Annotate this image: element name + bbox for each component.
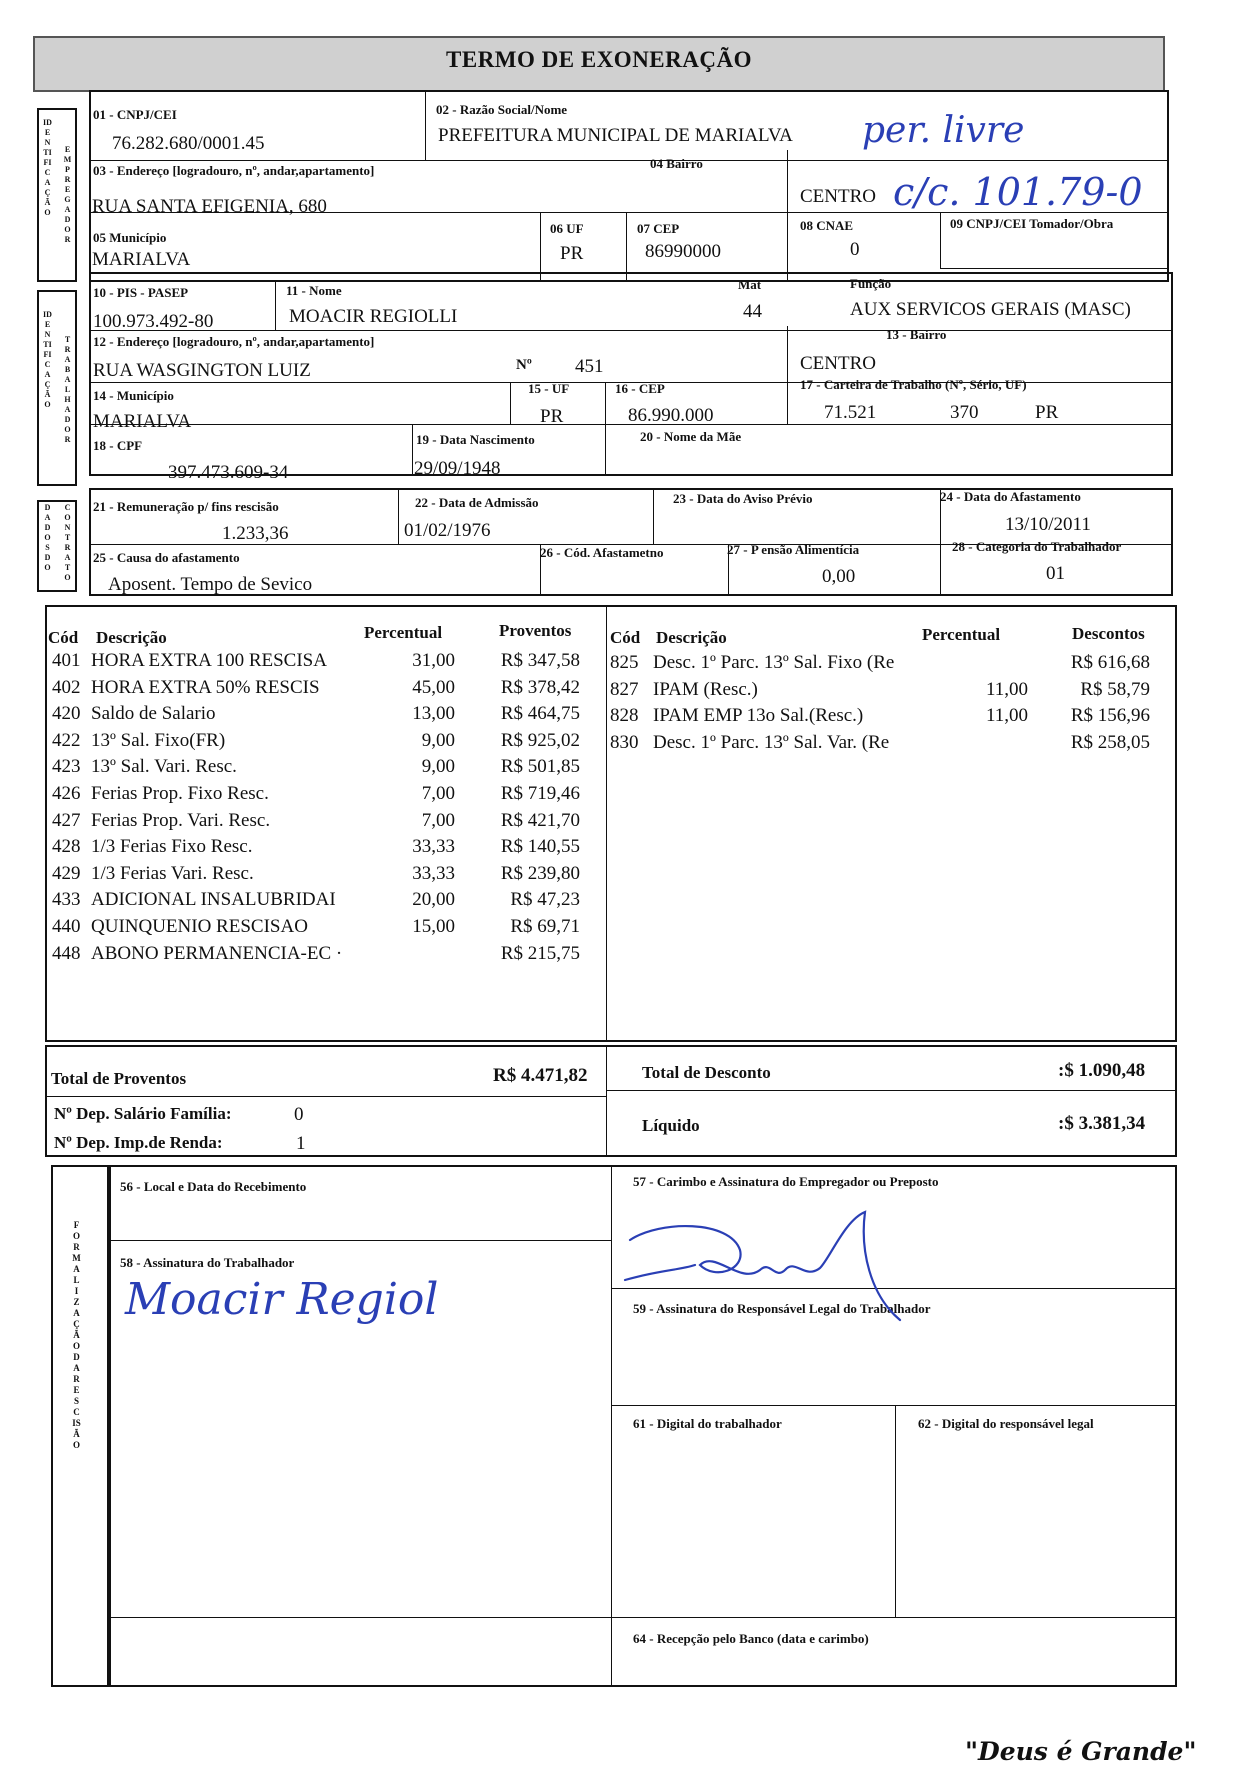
employer-municipio-value: MARIALVA — [92, 249, 191, 270]
pensao-value: 0,00 — [822, 566, 856, 587]
ctps-uf-value: PR — [1035, 402, 1059, 423]
ctps-serie-value: 370 — [950, 402, 979, 423]
provento-row-valor: R$ 501,85 — [500, 756, 580, 778]
descontos-header-desc: Descrição — [656, 628, 727, 647]
nome-label: 11 - Nome — [286, 283, 342, 298]
desconto-row-desc: Desc. 1º Parc. 13º Sal. Var. (Re — [653, 731, 890, 753]
provento-row-valor: R$ 464,75 — [500, 703, 580, 725]
provento-row-perc: 7,00 — [421, 809, 455, 831]
worker-municipio-label: 14 - Município — [93, 388, 174, 403]
provento-row-cod: 427 — [52, 809, 81, 831]
title-bar — [33, 36, 1165, 92]
cpf-value: 397.473.609-34 — [168, 462, 289, 483]
provento-row-perc: 31,00 — [412, 650, 455, 671]
provento-row-perc: 15,00 — [412, 916, 455, 937]
carimbo-label: 57 - Carimbo e Assinatura do Empregador ou Preposto — [633, 1174, 939, 1189]
ctps-label: 17 - Carteira de Trabalho (Nº, Sério, UF) — [800, 377, 1027, 392]
worker-uf-label: 15 - UF — [528, 381, 570, 396]
desconto-row-desc: IPAM (Resc.) — [653, 678, 758, 700]
side-label-identificacao-1: IDENTIFICAÇÃO — [43, 118, 52, 217]
provento-row-cod: 426 — [52, 783, 81, 804]
provento-row-cod: 423 — [52, 756, 81, 778]
provento-row-cod: 433 — [52, 889, 81, 911]
numero-label: Nº — [516, 357, 532, 373]
imp-renda-value: 1 — [296, 1133, 306, 1154]
provento-row-desc: Saldo de Salario — [91, 703, 216, 725]
worker-endereco-label: 12 - Endereço [logradouro, nº, andar,apartamento] — [93, 334, 375, 349]
categoria-label: 28 - Categoria do Trabalhador — [952, 539, 1122, 554]
nome-value: MOACIR REGIOLLI — [289, 306, 458, 327]
side-label-formalizacao: FORMALIZAÇÃO DA RESCISÃO — [72, 1220, 81, 1450]
desconto-row-valor: R$ 616,68 — [1070, 652, 1150, 673]
side-label-trabalhador: TRABALHADOR — [64, 335, 71, 444]
causa-value: Aposent. Tempo de Sevico — [108, 574, 313, 595]
liquido-label: Líquido — [642, 1116, 700, 1135]
numero-value: 451 — [575, 356, 604, 377]
cod-afast-label: 26 - Cód. Afastametno — [540, 545, 664, 560]
admissao-label: 22 - Data de Admissão — [415, 495, 539, 510]
worker-bairro-value: CENTRO — [800, 353, 876, 374]
assinatura-trabalhador-label: 58 - Assinatura do Trabalhador — [120, 1255, 295, 1270]
pis-label: 10 - PIS - PASEP — [93, 285, 189, 300]
provento-row-valor: R$ 347,58 — [500, 650, 580, 671]
proventos-header-desc: Descrição — [96, 628, 167, 647]
employer-uf-value: PR — [560, 243, 584, 264]
tomador-label: 09 CNPJ/CEI Tomador/Obra — [950, 216, 1114, 231]
afastamento-label: 24 - Data do Afastamento — [940, 489, 1081, 504]
provento-row-cod: 402 — [52, 676, 81, 698]
worker-uf-value: PR — [540, 406, 564, 427]
desconto-row-cod: 830 — [610, 731, 639, 753]
descontos-header-valor: Descontos — [1072, 624, 1145, 643]
nascimento-label: 19 - Data Nascimento — [416, 432, 535, 447]
side-label-empregador: EMPREGADOR — [63, 145, 72, 244]
provento-row-valor: R$ 140,55 — [500, 836, 580, 858]
mae-label: 20 - Nome da Mãe — [640, 429, 742, 444]
provento-row-desc: 1/3 Ferias Vari. Resc. — [91, 862, 254, 884]
provento-row-valor: R$ 925,02 — [500, 729, 580, 751]
provento-row-perc: 9,00 — [421, 729, 455, 751]
provento-row-cod: 440 — [52, 916, 81, 937]
footer-motto: "Deus é Grande" — [965, 1737, 1197, 1766]
side-label-identificacao-2: IDENTIFICAÇÃO — [43, 310, 52, 409]
provento-row-valor: R$ 239,80 — [500, 862, 580, 884]
provento-row-cod: 429 — [52, 862, 81, 884]
provento-row-cod: 428 — [52, 836, 81, 858]
provento-row-desc: HORA EXTRA 50% RESCIS — [91, 676, 320, 698]
cpf-label: 18 - CPF — [93, 438, 143, 453]
employer-cep-label: 07 CEP — [637, 221, 680, 236]
employer-endereco-value: RUA SANTA EFIGENIA, 680 — [92, 196, 327, 217]
total-proventos-label: Total de Proventos — [51, 1069, 187, 1088]
handwritten-note-1: per. livre — [862, 110, 1025, 151]
provento-row-perc: 20,00 — [412, 889, 455, 911]
imp-renda-label: Nº Dep. Imp.de Renda: — [54, 1133, 223, 1152]
descontos-header-perc: Percentual — [922, 625, 1001, 644]
provento-row-perc: 45,00 — [412, 676, 455, 698]
provento-row-perc: 13,00 — [412, 703, 455, 725]
cnae-value: 0 — [850, 239, 860, 260]
provento-row-valor: R$ 421,70 — [500, 809, 580, 831]
provento-row-desc: QUINQUENIO RESCISAO — [91, 916, 308, 937]
descontos-header-cod: Cód — [610, 628, 641, 647]
remuneracao-label: 21 - Remuneração p/ fins rescisão — [93, 499, 279, 514]
desconto-row-valor: R$ 58,79 — [1080, 678, 1150, 700]
total-desconto-value: :$ 1.090,48 — [1058, 1060, 1146, 1081]
desconto-row-desc: IPAM EMP 13o Sal.(Resc.) — [653, 705, 864, 727]
funcao-label: Função — [850, 276, 892, 291]
assinatura-responsavel-label: 59 - Assinatura do Responsável Legal do Trabalhador — [633, 1301, 931, 1316]
remuneracao-value: 1.233,36 — [222, 523, 289, 544]
provento-row-desc: ABONO PERMANENCIA-EC · — [91, 942, 343, 964]
total-proventos-value: R$ 4.471,82 — [493, 1065, 588, 1086]
proventos-header-perc: Percentual — [364, 623, 443, 642]
employer-bairro-label: 04 Bairro — [650, 156, 703, 171]
worker-municipio-value: MARIALVA — [93, 411, 192, 432]
desconto-row-perc: 11,00 — [985, 678, 1028, 700]
desconto-row-cod: 828 — [610, 705, 639, 727]
worker-cep-value: 86.990.000 — [628, 405, 714, 426]
provento-row-perc: 33,33 — [412, 862, 455, 884]
provento-row-desc: 1/3 Ferias Fixo Resc. — [91, 836, 253, 858]
employer-municipio-label: 05 Município — [93, 230, 167, 245]
provento-row-desc: HORA EXTRA 100 RESCISA — [91, 650, 327, 671]
employer-signature-graphic — [620, 1210, 940, 1320]
mat-label: Mat — [738, 277, 762, 292]
provento-row-perc: 9,00 — [421, 756, 455, 778]
document-title: TERMO DE EXONERAÇÃO — [446, 47, 752, 72]
desconto-row-cod: 827 — [610, 678, 639, 700]
pensao-label: 27 - P ensão Alimentícia — [727, 542, 860, 557]
cnae-label: 08 CNAE — [800, 218, 854, 233]
provento-row-perc: 7,00 — [421, 783, 455, 804]
provento-row-desc: 13º Sal. Vari. Resc. — [91, 756, 237, 778]
sal-familia-value: 0 — [294, 1104, 304, 1125]
provento-row-valor: R$ 215,75 — [500, 942, 580, 964]
cnpj-value: 76.282.680/0001.45 — [112, 133, 265, 154]
provento-row-desc: Ferias Prop. Fixo Resc. — [91, 783, 269, 804]
worker-cep-label: 16 - CEP — [615, 381, 665, 396]
digital-responsavel-label: 62 - Digital do responsável legal — [918, 1416, 1094, 1431]
provento-row-cod: 420 — [52, 703, 81, 725]
total-desconto-label: Total de Desconto — [642, 1063, 771, 1082]
ctps-numero-value: 71.521 — [824, 402, 877, 423]
provento-row-desc: ADICIONAL INSALUBRIDAI — [91, 889, 336, 911]
banco-label: 64 - Recepção pelo Banco (data e carimbo) — [633, 1631, 869, 1646]
local-data-label: 56 - Local e Data do Recebimento — [120, 1179, 307, 1194]
provento-row-perc: 33,33 — [412, 836, 455, 858]
employer-cep-value: 86990000 — [645, 241, 721, 262]
proventos-header-cod: Cód — [48, 628, 79, 647]
side-label-dados-do: DADOS DO — [44, 503, 51, 572]
worker-endereco-value: RUA WASGINGTON LUIZ — [93, 360, 311, 381]
sal-familia-label: Nº Dep. Salário Família: — [54, 1104, 232, 1123]
razao-value: PREFEITURA MUNICIPAL DE MARIALVA — [438, 125, 793, 146]
worker-signature: Moacir Regiol — [125, 1274, 439, 1325]
provento-row-valor: R$ 69,71 — [510, 916, 580, 937]
worker-bairro-label: 13 - Bairro — [886, 327, 947, 342]
side-label-contrato: CONTRATO — [64, 503, 71, 582]
employer-uf-label: 06 UF — [550, 221, 584, 236]
employer-endereco-label: 03 - Endereço [logradouro, nº, andar,apartamento] — [93, 163, 375, 178]
causa-label: 25 - Causa do afastamento — [93, 550, 240, 565]
desconto-row-valor: R$ 258,05 — [1070, 731, 1150, 753]
aviso-label: 23 - Data do Aviso Prévio — [673, 491, 813, 506]
razao-label: 02 - Razão Social/Nome — [436, 102, 568, 117]
pis-value: 100.973.492-80 — [93, 311, 214, 332]
desconto-row-cod: 825 — [610, 652, 639, 673]
provento-row-desc: Ferias Prop. Vari. Resc. — [91, 809, 271, 831]
funcao-value: AUX SERVICOS GERAIS (MASC) — [850, 299, 1131, 320]
afastamento-value: 13/10/2011 — [1005, 514, 1091, 535]
categoria-value: 01 — [1046, 563, 1065, 584]
provento-row-valor: R$ 47,23 — [510, 889, 580, 911]
desconto-row-desc: Desc. 1º Parc. 13º Sal. Fixo (Re — [653, 652, 895, 673]
provento-row-desc: 13º Sal. Fixo(FR) — [91, 729, 226, 751]
employer-bairro-value: CENTRO — [800, 186, 876, 207]
provento-row-cod: 448 — [52, 942, 81, 964]
cnpj-label: 01 - CNPJ/CEI — [93, 107, 177, 122]
desconto-row-valor: R$ 156,96 — [1070, 705, 1150, 727]
desconto-row-perc: 11,00 — [985, 705, 1028, 727]
liquido-value: :$ 3.381,34 — [1058, 1113, 1146, 1134]
provento-row-cod: 401 — [52, 650, 81, 671]
proventos-header-valor: Proventos — [499, 621, 572, 640]
provento-row-valor: R$ 378,42 — [500, 676, 580, 698]
mat-value: 44 — [743, 301, 762, 322]
admissao-value: 01/02/1976 — [404, 520, 491, 541]
handwritten-note-2: c/c. 101.79-0 — [893, 170, 1143, 214]
provento-row-cod: 422 — [52, 729, 81, 751]
nascimento-value: 29/09/1948 — [414, 458, 501, 479]
digital-trabalhador-label: 61 - Digital do trabalhador — [633, 1416, 782, 1431]
provento-row-valor: R$ 719,46 — [500, 783, 580, 804]
